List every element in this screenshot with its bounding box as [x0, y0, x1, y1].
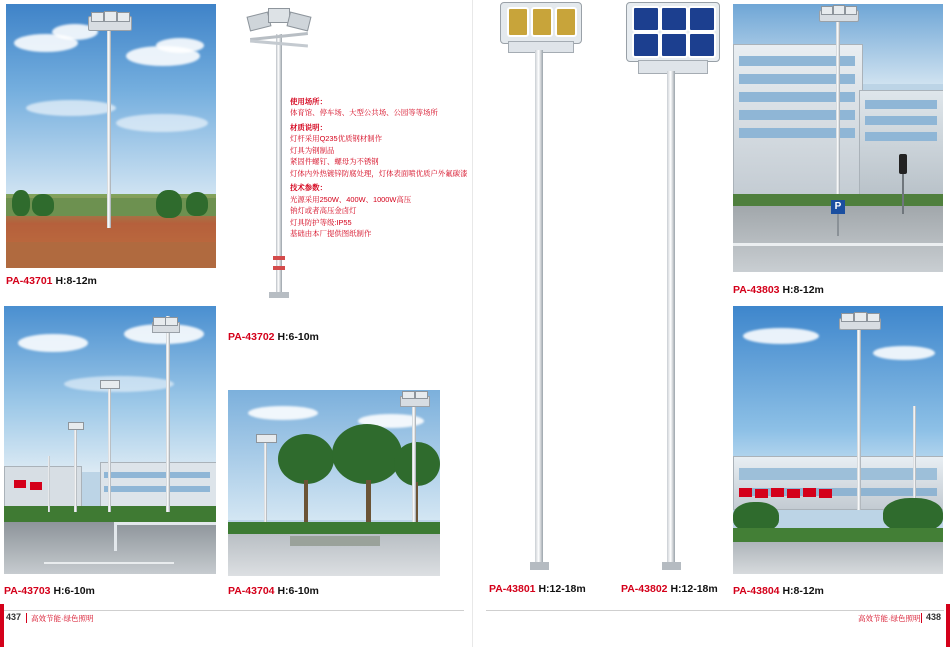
floodlight [555, 7, 577, 37]
traffic-signal [899, 154, 907, 174]
caption-pa-43703 [4, 585, 95, 597]
floodlight [256, 434, 277, 443]
floodlight [688, 6, 716, 32]
product-code: PA-43703 [4, 585, 51, 597]
floodlight [415, 391, 428, 399]
floodlight [165, 317, 178, 326]
floodlight [68, 422, 84, 430]
product-dims: H:8-12m [55, 275, 97, 287]
product-photo-pa-43802 [612, 0, 732, 580]
spec-title-params: 技术参数： [290, 183, 327, 193]
floodlight [100, 380, 120, 389]
product-photo-pa-43804 [733, 306, 943, 574]
tree [156, 190, 182, 218]
light-pole [913, 406, 916, 510]
floodlight [117, 12, 130, 22]
light-pole [667, 71, 675, 565]
spec-title-material: 材质说明： [290, 122, 327, 132]
window [104, 472, 210, 478]
product-dims: H:12-18m [670, 583, 718, 595]
product-photo-pa-43703 [4, 306, 216, 574]
light-pole [412, 400, 416, 534]
tree [278, 434, 334, 484]
tree [332, 424, 402, 484]
product-dims: H:6-10m [277, 331, 319, 343]
flag [14, 480, 26, 488]
page-edge-accent-right [946, 604, 950, 647]
parking-sign: P [831, 200, 845, 214]
spec-line: 基础由本厂提供图纸制作 [290, 229, 372, 239]
floodlight [841, 313, 854, 322]
caption-pa-43801 [489, 583, 586, 595]
footer-divider-left [4, 610, 464, 611]
spec-line: 紧固件螺钉、螺母为不锈钢 [290, 157, 379, 167]
page-number-right: 438 [926, 612, 942, 622]
tree-trunk [366, 480, 371, 526]
sky [6, 4, 216, 194]
floodlight [632, 6, 660, 32]
product-code: PA-43801 [489, 583, 536, 595]
plaza-ground [733, 542, 943, 574]
spec-line: 灯体内外热镀锌防腐处理，灯体表面喷优质户外氟碳漆 [290, 168, 468, 178]
tree [883, 498, 943, 532]
hedge [733, 528, 943, 542]
flag [30, 482, 42, 490]
building [733, 44, 863, 196]
product-photo-pa-43801 [480, 0, 600, 580]
spec-line: 灯杆采用Q235优质钢材制作 [290, 134, 382, 144]
flag [771, 488, 784, 497]
floodlight [91, 12, 104, 22]
spec-title-usage: 使用场所： [290, 97, 327, 106]
spec-line: 灯具为钢制品 [290, 145, 335, 155]
pole-base [269, 292, 289, 298]
product-code: PA-43704 [228, 585, 275, 597]
light-pole [108, 384, 111, 512]
product-dims: H:12-18m [538, 583, 586, 595]
floodlight [632, 32, 660, 58]
cloud [248, 406, 318, 420]
product-dims: H:8-12m [782, 585, 824, 597]
floodlight [660, 32, 688, 58]
product-dims: H:6-10m [277, 585, 319, 597]
road-centerline [44, 562, 174, 564]
signal-post [902, 174, 904, 214]
light-pole [166, 316, 170, 512]
product-code: PA-43803 [733, 284, 780, 296]
window [865, 100, 937, 109]
caption-pa-43702 [228, 331, 319, 343]
floodlight [854, 312, 867, 322]
spread-gutter [472, 0, 473, 647]
product-photo-pa-43704 [228, 390, 440, 576]
caption-pa-43701 [6, 275, 97, 287]
specification-text [290, 96, 480, 240]
tree-trunk [304, 480, 308, 526]
floodlight [845, 6, 857, 15]
spec-line: 光源采用250W、400W、1000W高压 [290, 194, 412, 204]
floodlight [507, 7, 529, 37]
caption-pa-43804 [733, 585, 824, 597]
light-pole [48, 456, 50, 512]
product-code: PA-43804 [733, 585, 780, 597]
footer-tag-right: 高效节能·绿色照明 [858, 614, 921, 623]
product-code: PA-43702 [228, 331, 275, 343]
footer-divider-right [486, 610, 944, 611]
pole-collar [273, 256, 285, 260]
caption-pa-43803 [733, 284, 824, 296]
floodlight [104, 11, 117, 22]
sign-post [837, 214, 839, 236]
tree [394, 442, 440, 486]
product-code: PA-43701 [6, 275, 53, 287]
floodlight [287, 12, 312, 32]
floodlight [833, 5, 845, 15]
window [104, 486, 210, 492]
floodlight [402, 391, 415, 399]
footer-accent-left [26, 613, 27, 623]
cloud [18, 334, 88, 352]
cloud [116, 114, 208, 132]
caption-pa-43802 [621, 583, 718, 595]
product-photo-pa-43803 [733, 4, 943, 272]
flag [819, 489, 832, 498]
product-dims: H:6-10m [53, 585, 95, 597]
pole-base [662, 562, 681, 570]
product-dims: H:8-12m [782, 284, 824, 296]
light-pole [535, 50, 543, 565]
pole-collar [273, 266, 285, 270]
page-number-left: 437 [6, 612, 22, 622]
flag [755, 489, 768, 498]
cloud [26, 100, 116, 116]
window [865, 132, 937, 141]
footer-tag-left: 高效节能·绿色照明 [31, 614, 94, 623]
planter [290, 536, 380, 546]
product-photo-pa-43701 [6, 4, 216, 268]
road-marking [733, 243, 943, 246]
light-pole [107, 28, 111, 228]
spec-line: 体育馆、停车场、大型公共场、公园等等场所 [290, 108, 438, 118]
tree [12, 190, 30, 216]
caption-pa-43704 [228, 585, 319, 597]
spec-line: 钠灯或者高压金卤灯 [290, 206, 357, 216]
tree [186, 192, 208, 216]
tree [32, 194, 54, 216]
light-pole [857, 326, 861, 510]
floodlight [660, 6, 688, 32]
page-edge-accent-left [0, 604, 4, 647]
spec-line: 灯具防护等级:IP55 [290, 217, 352, 227]
hedge [228, 522, 440, 534]
cloud [743, 328, 819, 344]
flag [787, 489, 800, 498]
floodlight [867, 313, 880, 322]
railing [114, 522, 216, 551]
product-code: PA-43802 [621, 583, 668, 595]
light-pole [74, 426, 77, 512]
window [739, 468, 937, 480]
pole-base [530, 562, 549, 570]
floodlight [531, 7, 553, 37]
cloud [873, 346, 935, 360]
flag [739, 488, 752, 497]
cloud [156, 38, 204, 53]
light-pole [836, 18, 840, 194]
footer-accent-right [921, 613, 922, 623]
light-pole [264, 438, 267, 534]
floodlight [821, 6, 833, 15]
earth [6, 242, 216, 268]
window [865, 116, 937, 125]
floodlight [688, 32, 716, 58]
flag [803, 488, 816, 497]
